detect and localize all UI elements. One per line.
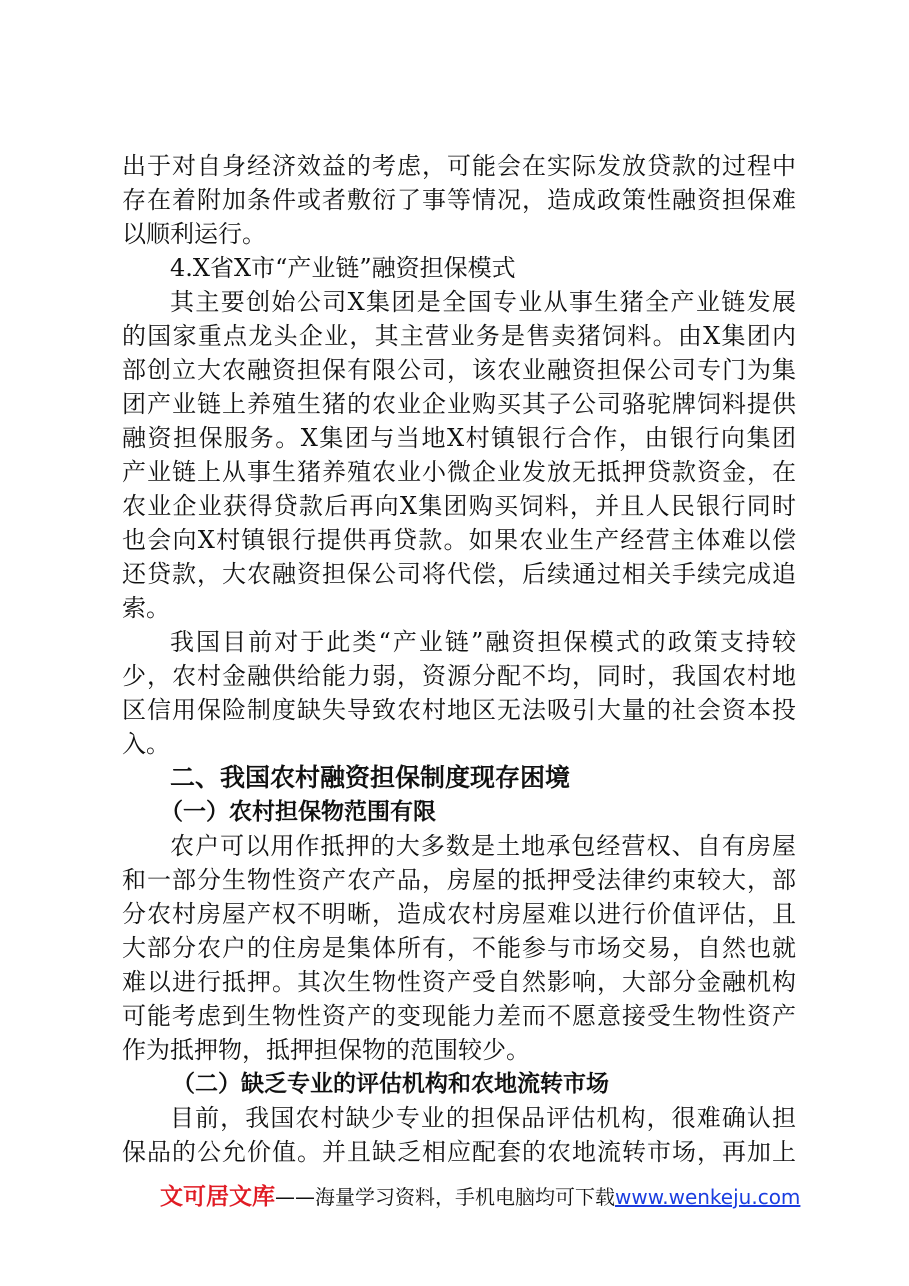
body-line: 农业企业获得贷款后再向X集团购买饲料，并且人民银行同时: [122, 492, 796, 520]
subsection-heading-2: （二）缺乏专业的评估机构和农地流转市场: [172, 1071, 609, 1097]
body-line: 还贷款，大农融资担保公司将代偿，后续通过相关手续完成追: [122, 560, 796, 588]
chapter-heading: 二、我国农村融资担保制度现存困境: [170, 763, 571, 792]
section-heading-4: 4.X省X市“产业链”融资担保模式: [170, 254, 516, 282]
footer-link[interactable]: www.wenkeju.com: [615, 1185, 801, 1209]
body-line: 入。: [122, 730, 170, 758]
footer-tagline: ——海量学习资料，手机电脑均可下载: [275, 1185, 615, 1209]
body-line: 部创立大农融资担保有限公司，该农业融资担保公司专门为集: [122, 356, 796, 384]
body-line: 保品的公允价值。并且缺乏相应配套的农地流转市场，再加上: [122, 1138, 796, 1166]
body-line: 也会向X村镇银行提供再贷款。如果农业生产经营主体难以偿: [122, 526, 796, 554]
body-line: 难以进行抵押。其次生物性资产受自然影响，大部分金融机构: [122, 968, 796, 996]
body-line: 存在着附加条件或者敷衍了事等情况，造成政策性融资担保难: [122, 186, 796, 214]
body-line: 少，农村金融供给能力弱，资源分配不均，同时，我国农村地: [122, 662, 796, 690]
body-line: 产业链上从事生猪养殖农业小微企业发放无抵押贷款资金，在: [122, 458, 796, 486]
footer-brand: 文可居文库: [160, 1184, 275, 1210]
body-line: 其主要创始公司X集团是全国专业从事生猪全产业链发展: [170, 288, 796, 316]
body-line: 团产业链上养殖生猪的农业企业购买其子公司骆驼牌饲料提供: [122, 390, 796, 418]
body-line: 索。: [122, 594, 170, 622]
body-line: 农户可以用作抵押的大多数是土地承包经营权、自有房屋: [170, 832, 796, 860]
subsection-heading-1: （一）农村担保物范围有限: [160, 799, 436, 825]
footer-banner: [160, 1181, 800, 1213]
body-line: 和一部分生物性资产农产品，房屋的抵押受法律约束较大，部: [122, 866, 796, 894]
body-line: 出于对自身经济效益的考虑，可能会在实际发放贷款的过程中: [122, 152, 796, 180]
body-line: 大部分农户的住房是集体所有，不能参与市场交易，自然也就: [122, 934, 796, 962]
body-line: 作为抵押物，抵押担保物的范围较少。: [122, 1036, 530, 1064]
body-line: 以顺利运行。: [122, 220, 266, 248]
body-line: 分农村房屋产权不明晰，造成农村房屋难以进行价值评估，且: [122, 900, 796, 928]
body-line: 可能考虑到生物性资产的变现能力差而不愿意接受生物性资产: [122, 1002, 796, 1030]
body-line: 目前，我国农村缺少专业的担保品评估机构，很难确认担: [170, 1104, 796, 1132]
body-line: 的国家重点龙头企业，其主营业务是售卖猪饲料。由X集团内: [122, 322, 796, 350]
body-line: 我国目前对于此类“产业链”融资担保模式的政策支持较: [170, 628, 796, 656]
body-line: 融资担保服务。X集团与当地X村镇银行合作，由银行向集团: [122, 424, 796, 452]
body-line: 区信用保险制度缺失导致农村地区无法吸引大量的社会资本投: [122, 696, 796, 724]
